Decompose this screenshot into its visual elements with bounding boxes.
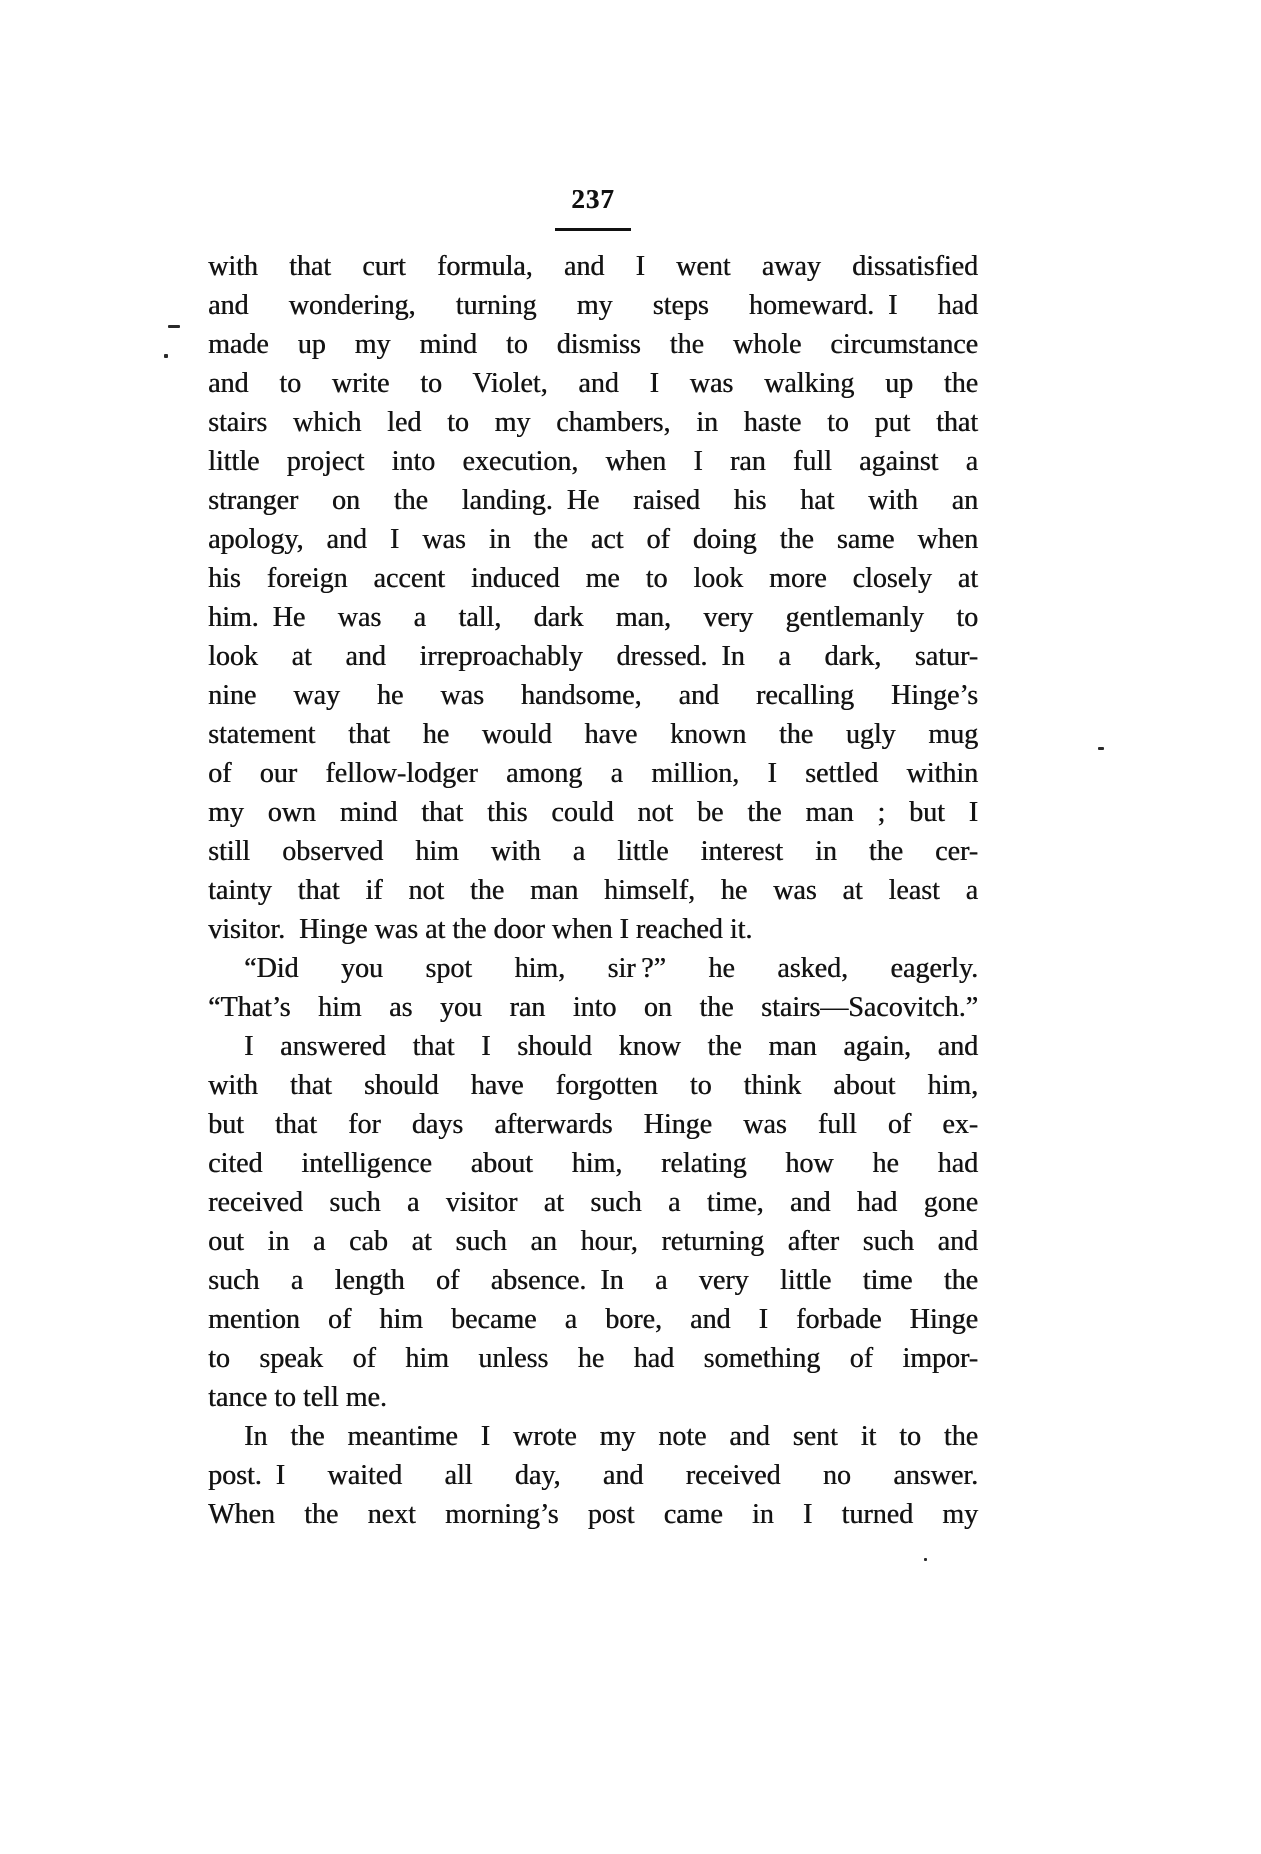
text-line: stranger on the landing. He raised his hat with an bbox=[208, 485, 978, 516]
page-header bbox=[208, 184, 978, 231]
text-line: with that should have forgotten to think about him, bbox=[208, 1070, 978, 1101]
text-line: stairs which led to my chambers, in haste to put that bbox=[208, 407, 978, 438]
ink-speck bbox=[168, 325, 180, 328]
text-line: such a length of absence. In a very little time the bbox=[208, 1265, 978, 1296]
page-number: 237 bbox=[571, 184, 615, 214]
text-line: I answered that I should know the man again, and bbox=[244, 1031, 978, 1062]
text-line: his foreign accent induced me to look more closely at bbox=[208, 563, 978, 594]
text-line: nine way he was handsome, and recalling Hinge’s bbox=[208, 680, 978, 711]
text-line: In the meantime I wrote my note and sent it to the bbox=[244, 1421, 978, 1452]
text-line: “That’s him as you ran into on the stairs—Sacovitch.” bbox=[208, 992, 978, 1023]
text-line: “Did you spot him, sir ?” he asked, eagerly. bbox=[244, 953, 978, 984]
text-line: my own mind that this could not be the man ; but I bbox=[208, 797, 978, 828]
text-line: cited intelligence about him, relating how he had bbox=[208, 1148, 978, 1179]
text-line: When the next morning’s post came in I turned my bbox=[208, 1499, 978, 1530]
ink-speck bbox=[924, 1558, 927, 1561]
text-line: to speak of him unless he had something of impor- bbox=[208, 1343, 978, 1374]
text-line: and wondering, turning my steps homeward. I had bbox=[208, 290, 978, 321]
text-line: look at and irreproachably dressed. In a dark, satur- bbox=[208, 641, 978, 672]
text-line: with that curt formula, and I went away dissatisfied bbox=[208, 251, 978, 282]
text-line: little project into execution, when I ran full against a bbox=[208, 446, 978, 477]
text-line: apology, and I was in the act of doing the same when bbox=[208, 524, 978, 555]
text-block bbox=[208, 247, 978, 1534]
text-line: but that for days afterwards Hinge was full of ex- bbox=[208, 1109, 978, 1140]
text-line: still observed him with a little interest in the cer- bbox=[208, 836, 978, 867]
text-line: him. He was a tall, dark man, very gentlemanly to bbox=[208, 602, 978, 633]
text-line: tance to tell me. bbox=[208, 1382, 387, 1413]
ink-speck bbox=[164, 354, 168, 358]
text-line: visitor. Hinge was at the door when I reached it. bbox=[208, 914, 753, 945]
text-line: tainty that if not the man himself, he was at least a bbox=[208, 875, 978, 906]
text-line: statement that he would have known the ugly mug bbox=[208, 719, 978, 750]
ink-speck bbox=[1098, 747, 1104, 750]
header-divider-rule bbox=[555, 228, 631, 231]
text-line: mention of him became a bore, and I forbade Hinge bbox=[208, 1304, 978, 1335]
text-line: and to write to Violet, and I was walking up the bbox=[208, 368, 978, 399]
text-line: of our fellow-lodger among a million, I settled within bbox=[208, 758, 978, 789]
text-line: made up my mind to dismiss the whole circumstance bbox=[208, 329, 978, 360]
text-line: out in a cab at such an hour, returning after such and bbox=[208, 1226, 978, 1257]
text-line: received such a visitor at such a time, and had gone bbox=[208, 1187, 978, 1218]
text-line: post. I waited all day, and received no answer. bbox=[208, 1460, 978, 1491]
